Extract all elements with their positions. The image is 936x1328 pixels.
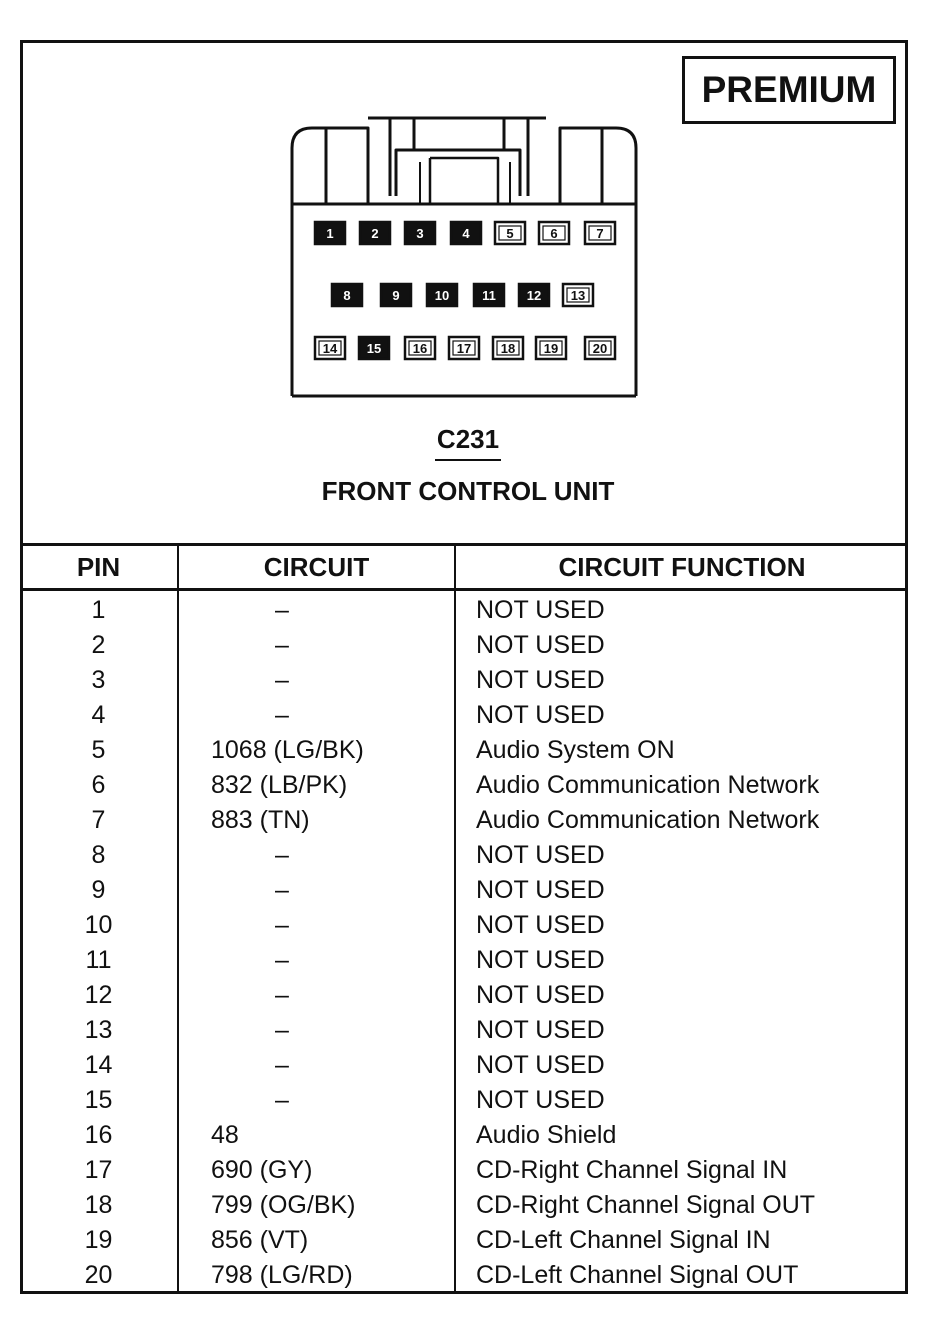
cavity-1 bbox=[315, 222, 345, 244]
cavity-9 bbox=[381, 284, 411, 306]
cavity-number: 8 bbox=[343, 288, 351, 303]
circuit-function-cell: NOT USED bbox=[476, 1016, 605, 1044]
pin-cell: 16 bbox=[20, 1118, 178, 1153]
cavity-number: 12 bbox=[526, 288, 542, 303]
table-row bbox=[20, 873, 908, 908]
table-row bbox=[20, 978, 908, 1013]
circuit-function-cell: CD-Right Channel Signal IN bbox=[476, 1156, 788, 1184]
table-row bbox=[20, 663, 908, 698]
pin-cell: 2 bbox=[20, 628, 178, 663]
table-row bbox=[20, 628, 908, 663]
circuit-cell: 856 (VT) bbox=[178, 1223, 455, 1258]
circuit-cell: – bbox=[178, 908, 455, 943]
circuit-function-cell: NOT USED bbox=[476, 876, 605, 904]
circuit-function-cell: NOT USED bbox=[476, 1086, 605, 1114]
cavity-2 bbox=[360, 222, 390, 244]
cavity-number: 15 bbox=[366, 341, 382, 356]
table-row bbox=[20, 1048, 908, 1083]
circuit-function-cell: NOT USED bbox=[476, 596, 605, 624]
cavity-number: 20 bbox=[592, 341, 608, 356]
cavity-10 bbox=[427, 284, 457, 306]
cavity-number: 13 bbox=[570, 288, 586, 303]
circuit-cell: 690 (GY) bbox=[178, 1153, 455, 1188]
circuit-function-cell: NOT USED bbox=[476, 946, 605, 974]
circuit-cell: – bbox=[178, 628, 455, 663]
pin-cell: 3 bbox=[20, 663, 178, 698]
cavity-15 bbox=[359, 337, 389, 359]
circuit-cell: – bbox=[178, 663, 455, 698]
header-circuit-function: CIRCUIT FUNCTION bbox=[455, 545, 908, 590]
circuit-cell: 798 (LG/RD) bbox=[178, 1258, 455, 1293]
circuit-function-cell: NOT USED bbox=[476, 701, 605, 729]
circuit-function-cell: CD-Right Channel Signal OUT bbox=[476, 1191, 816, 1219]
circuit-cell: 883 (TN) bbox=[178, 803, 455, 838]
table-row bbox=[20, 1188, 908, 1223]
circuit-function-cell: Audio System ON bbox=[476, 736, 675, 764]
cavity-number: 10 bbox=[434, 288, 450, 303]
table-row bbox=[20, 908, 908, 943]
pin-cell: 19 bbox=[20, 1223, 178, 1258]
cavity-13 bbox=[563, 284, 593, 306]
circuit-function-cell: Audio Communication Network bbox=[476, 771, 820, 799]
pin-cell: 12 bbox=[20, 978, 178, 1013]
cavity-14 bbox=[315, 337, 345, 359]
circuit-cell: 1068 (LG/BK) bbox=[178, 733, 455, 768]
table-row bbox=[20, 1083, 908, 1118]
circuit-cell: 799 (OG/BK) bbox=[178, 1188, 455, 1223]
cavity-number: 11 bbox=[482, 288, 496, 303]
circuit-function-cell: NOT USED bbox=[476, 666, 605, 694]
connector-face-diagram bbox=[0, 0, 936, 420]
circuit-function-cell: NOT USED bbox=[476, 1051, 605, 1079]
pin-cell: 5 bbox=[20, 733, 178, 768]
pinout-header-row bbox=[20, 545, 908, 590]
circuit-cell: – bbox=[178, 1048, 455, 1083]
cavity-11 bbox=[474, 284, 504, 306]
circuit-cell: – bbox=[178, 943, 455, 978]
cavity-number: 18 bbox=[500, 341, 516, 356]
table-row bbox=[20, 1223, 908, 1258]
pin-cell: 4 bbox=[20, 698, 178, 733]
circuit-function-cell: Audio Communication Network bbox=[476, 806, 820, 834]
cavity-18 bbox=[493, 337, 523, 359]
table-row bbox=[20, 1013, 908, 1048]
circuit-function-cell: NOT USED bbox=[476, 981, 605, 1009]
cavity-number: 14 bbox=[322, 341, 338, 356]
circuit-cell: – bbox=[178, 838, 455, 873]
pin-cell: 20 bbox=[20, 1258, 178, 1293]
pinout-table bbox=[20, 543, 908, 1293]
cavity-number: 3 bbox=[416, 226, 424, 241]
cavity-20 bbox=[585, 337, 615, 359]
cavity-number: 2 bbox=[371, 226, 379, 241]
circuit-cell: – bbox=[178, 978, 455, 1013]
circuit-cell: – bbox=[178, 698, 455, 733]
cavity-number: 7 bbox=[596, 226, 604, 241]
cavity-8 bbox=[332, 284, 362, 306]
table-row bbox=[20, 768, 908, 803]
connector-id-text: C231 bbox=[435, 424, 501, 461]
circuit-function-cell: CD-Left Channel Signal OUT bbox=[476, 1261, 799, 1289]
pin-cell: 17 bbox=[20, 1153, 178, 1188]
cavity-number: 1 bbox=[326, 226, 334, 241]
cavity-4 bbox=[451, 222, 481, 244]
pin-cell: 18 bbox=[20, 1188, 178, 1223]
pin-cell: 8 bbox=[20, 838, 178, 873]
pin-cell: 1 bbox=[20, 590, 178, 629]
cavity-number: 9 bbox=[392, 288, 400, 303]
cavity-7 bbox=[585, 222, 615, 244]
table-row bbox=[20, 1258, 908, 1293]
cavity-number: 4 bbox=[462, 226, 470, 241]
circuit-cell: 832 (LB/PK) bbox=[178, 768, 455, 803]
cavity-5 bbox=[495, 222, 525, 244]
cavity-number: 6 bbox=[550, 226, 558, 241]
circuit-function-cell: NOT USED bbox=[476, 911, 605, 939]
circuit-cell: – bbox=[178, 873, 455, 908]
circuit-function-cell: CD-Left Channel Signal IN bbox=[476, 1226, 771, 1254]
cavity-16 bbox=[405, 337, 435, 359]
connector-id bbox=[0, 424, 936, 461]
circuit-cell: 48 bbox=[178, 1118, 455, 1153]
pin-cell: 14 bbox=[20, 1048, 178, 1083]
pin-cell: 15 bbox=[20, 1083, 178, 1118]
circuit-function-cell: NOT USED bbox=[476, 841, 605, 869]
premium-badge: PREMIUM bbox=[682, 56, 896, 124]
cavity-12 bbox=[519, 284, 549, 306]
header-circuit: CIRCUIT bbox=[178, 545, 455, 590]
table-row bbox=[20, 590, 908, 629]
circuit-cell: – bbox=[178, 590, 455, 629]
cavity-number: 19 bbox=[543, 341, 559, 356]
table-row bbox=[20, 698, 908, 733]
table-row bbox=[20, 803, 908, 838]
cavity-19 bbox=[536, 337, 566, 359]
cavity-3 bbox=[405, 222, 435, 244]
cavity-number: 16 bbox=[412, 341, 428, 356]
pin-cell: 13 bbox=[20, 1013, 178, 1048]
pin-cell: 7 bbox=[20, 803, 178, 838]
pin-cell: 11 bbox=[20, 943, 178, 978]
table-row bbox=[20, 733, 908, 768]
header-pin: PIN bbox=[20, 545, 178, 590]
circuit-cell: – bbox=[178, 1013, 455, 1048]
circuit-function-cell: NOT USED bbox=[476, 631, 605, 659]
cavity-number: 17 bbox=[456, 341, 472, 356]
cavity-number: 5 bbox=[506, 226, 514, 241]
pin-cell: 10 bbox=[20, 908, 178, 943]
connector-name: FRONT CONTROL UNIT bbox=[321, 476, 615, 506]
circuit-function-cell: Audio Shield bbox=[476, 1121, 617, 1149]
table-row bbox=[20, 1118, 908, 1153]
pin-cell: 9 bbox=[20, 873, 178, 908]
cavity-17 bbox=[449, 337, 479, 359]
cavity-6 bbox=[539, 222, 569, 244]
table-row bbox=[20, 943, 908, 978]
table-row bbox=[20, 1153, 908, 1188]
pin-cell: 6 bbox=[20, 768, 178, 803]
table-row bbox=[20, 838, 908, 873]
circuit-cell: – bbox=[178, 1083, 455, 1118]
